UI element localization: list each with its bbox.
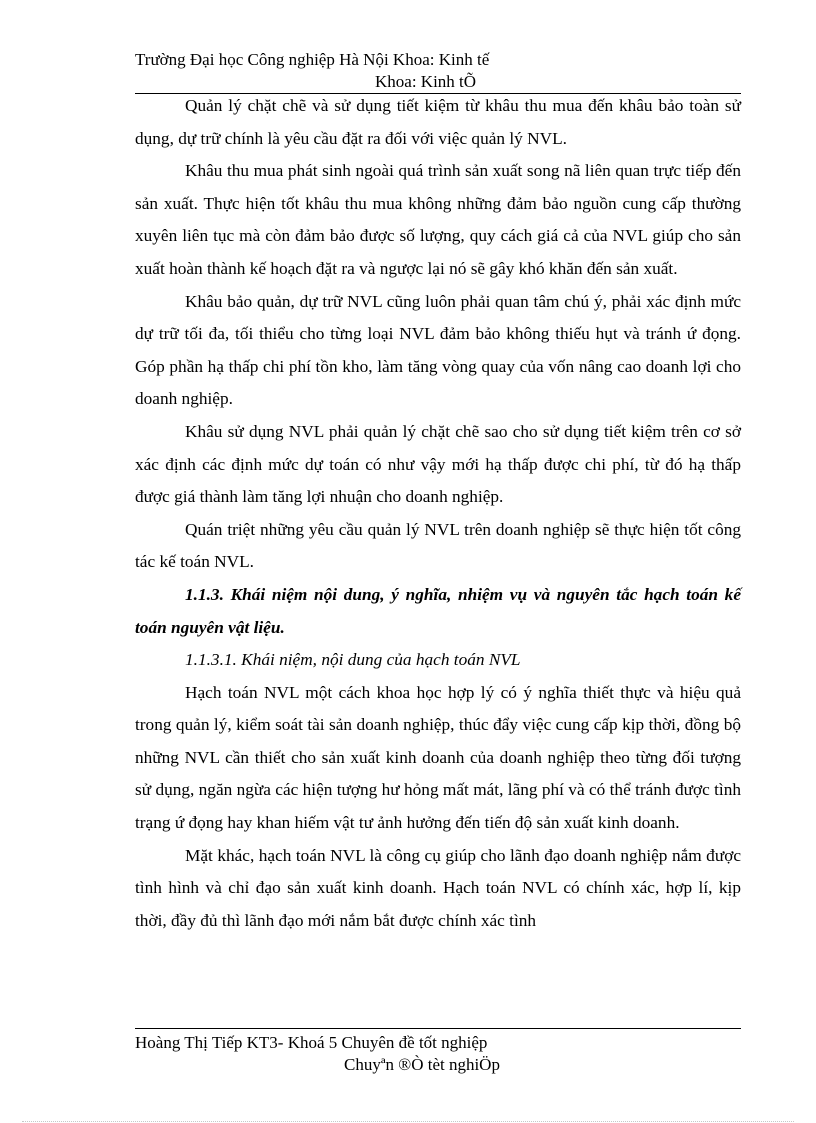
header-department: Khoa: Kinh tÕ	[375, 72, 477, 91]
body-paragraph: Quản lý chặt chẽ và sử dụng tiết kiệm từ khâu thu mua đến khâu bảo toàn sử dụng, dự trữ chính là yêu cầu đặt ra đối với việc quản lý NVL.	[135, 96, 741, 148]
body-paragraph: Khâu bảo quản, dự trữ NVL cũng luôn phải quan tâm chú ý, phải xác định mức dự trữ tối đa, tối thiểu cho từng loại NVL đảm bảo không thiếu hụt và tránh ứ đọng. Góp phần hạ thấp chi phí tồn kho, làm tăng vòng quay của vốn nâng cao doanh lợi cho doanh nghiệp.	[135, 291, 741, 409]
body-paragraph: Mặt khác, hạch toán NVL là công cụ giúp cho lãnh đạo doanh nghiệp nắm được tình hình và chỉ đạo sản xuất kinh doanh. Hạch toán NVL có chính xác, hợp lí, kịp thời, đầy đủ thì lãnh đạo mới nắm bắt được chính xác tình	[135, 845, 741, 930]
body-paragraph: Quán triệt những yêu cầu quản lý NVL trên doanh nghiệp sẽ thực hiện tốt công tác kế toán NVL.	[135, 519, 741, 572]
body-paragraph: Khâu sử dụng NVL phải quản lý chặt chẽ sao cho sử dụng tiết kiệm trên cơ sở xác định các định mức dự toán có như vậy mới hạ thấp được chi phí, từ đó hạ thấp được giá thành làm tăng lợi nhuận cho doanh nghiệp.	[135, 421, 741, 507]
body-paragraph: Khâu thu mua phát sinh ngoài quá trình sản xuất song nã liên quan trực tiếp đến sản xuất. Thực hiện tốt khâu thu mua không những đảm bảo nguồn cung cấp thường xuyên liên tục mà còn đảm bảo được số lượng, quy cách giá cả của NVL giúp cho sản xuất hoàn thành kế hoạch đặt ra và ngược lại nó sẽ gây khó khăn đến sản xuất.	[135, 161, 741, 278]
footer-author: Hoàng Thị Tiếp KT3- Khoá 5 Chuyên đề tốt nghiệp	[135, 1033, 488, 1052]
footer-divider	[135, 1028, 741, 1029]
body-paragraph: Hạch toán NVL một cách khoa học hợp lý có ý nghĩa thiết thực và hiệu quả trong quản lý, kiểm soát tài sản doanh nghiệp, thúc đẩy việc cung cấp kịp thời, đồng bộ những NVL cần thiết cho sản xuất kinh doanh của doanh nghiệp theo từng đối tượng sử dụng, ngăn ngừa các hiện tượng hư hỏng mất mát, lãng phí và có thể tránh được tình trạng ứ đọng hay khan hiếm vật tư ảnh hưởng đến tiến độ sản xuất kinh doanh.	[135, 682, 741, 833]
subsection-heading: 1.1.3.1. Khái niệm, nội dung của hạch toán NVL	[185, 650, 521, 670]
footer-title: Chuyªn ®Ò tèt nghiÖp	[344, 1055, 500, 1074]
document-body	[135, 90, 741, 937]
section-heading: 1.1.3. Khái niệm nội dung, ý nghĩa, nhiệm vụ và nguyên tắc hạch toán kế toán nguyên vật liệu.	[135, 584, 741, 637]
header-institution: Trường Đại học Công nghiệp Hà Nội Khoa: Kinh tế	[135, 50, 490, 69]
page-edge-divider	[22, 1121, 794, 1122]
